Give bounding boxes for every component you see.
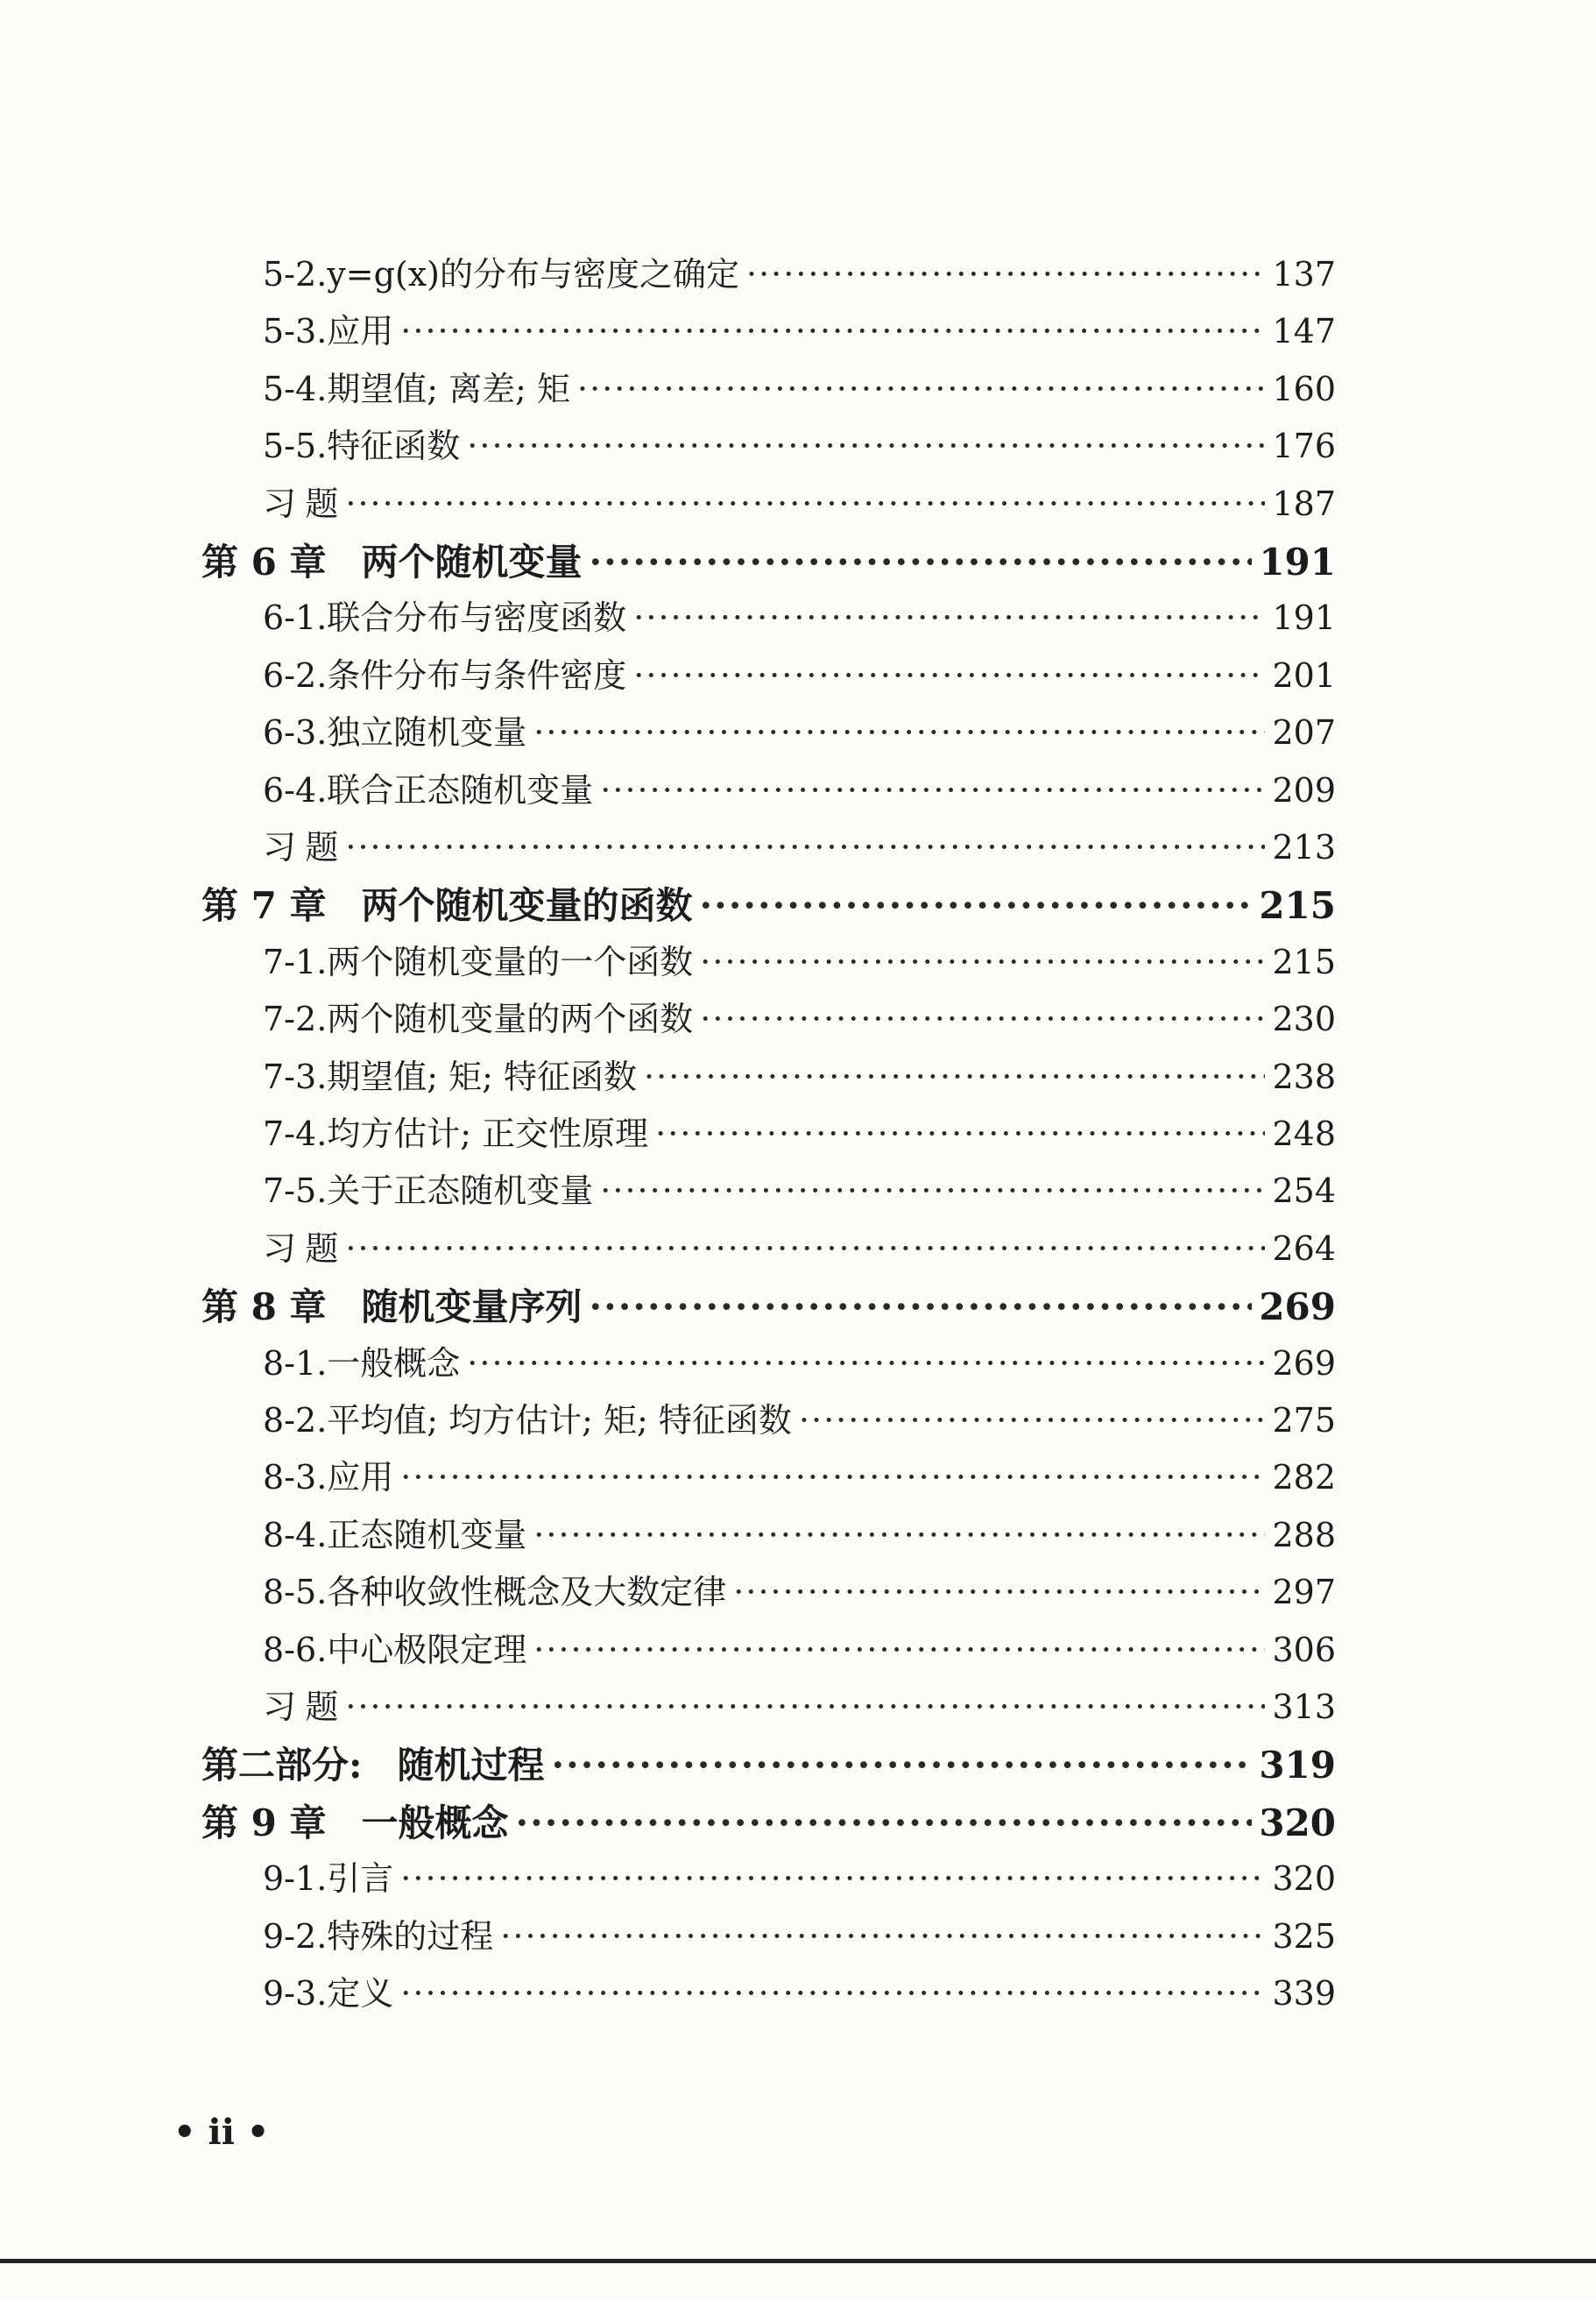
toc-page-number: 215 [1259, 884, 1336, 928]
toc-page-number: 147 [1272, 312, 1336, 351]
toc-title: 正态随机变量 [327, 1515, 527, 1554]
dot-leader [467, 1344, 1265, 1383]
dot-leader [400, 1859, 1265, 1898]
toc-page-number: 275 [1272, 1401, 1336, 1440]
toc-page-number: 306 [1272, 1630, 1336, 1669]
dot-leader [699, 884, 1252, 927]
toc-entry-row[interactable] [263, 1851, 1336, 1900]
toc-entry-row[interactable] [263, 763, 1336, 811]
toc-entry-row[interactable] [263, 1050, 1336, 1098]
dot-leader [400, 1458, 1265, 1497]
toc-number: 习 [263, 1228, 297, 1268]
toc-number: 8-4. [263, 1515, 328, 1554]
page-number: • ii • [173, 2112, 270, 2153]
toc-number: 6-3. [263, 713, 328, 753]
toc-number: 7-1. [263, 942, 328, 981]
toc-number: 第二部分: [201, 1744, 363, 1787]
toc-page-number: 320 [1272, 1859, 1336, 1899]
toc-title: 平均值; 均方估计; 矩; 特征函数 [327, 1401, 792, 1440]
toc-title: 题 [305, 484, 339, 523]
toc-title: 题 [305, 1228, 339, 1268]
toc-title: 均方估计; 正交性原理 [327, 1115, 649, 1153]
toc-entry-row[interactable] [263, 1623, 1336, 1671]
dot-leader [515, 1801, 1252, 1844]
dot-leader [467, 427, 1265, 465]
toc-number: 习 [263, 1688, 297, 1726]
toc-title: 中心极限定理 [327, 1630, 527, 1669]
toc-number: 第 8 章 [201, 1285, 327, 1329]
dot-leader [644, 1058, 1265, 1096]
toc-entry-row[interactable] [263, 247, 1336, 295]
dot-leader [700, 1000, 1265, 1038]
toc-number: 习 [263, 828, 297, 867]
toc-title: 两个随机变量 [361, 541, 583, 584]
dot-leader [533, 713, 1265, 752]
toc-entry-row[interactable] [263, 1565, 1336, 1613]
dot-leader [345, 1688, 1265, 1726]
toc-title: 两个随机变量的两个函数 [327, 1000, 694, 1039]
toc-page-number: 269 [1259, 1285, 1336, 1329]
dot-leader [600, 771, 1265, 810]
dot-leader [733, 1573, 1265, 1611]
toc-entry-row[interactable] [263, 419, 1336, 467]
toc-entry-row[interactable] [263, 1164, 1336, 1212]
toc-entry-row[interactable] [263, 648, 1336, 697]
toc-number: 8-3. [263, 1458, 328, 1497]
toc-entry-row[interactable] [263, 1680, 1336, 1728]
toc-number: 6-1. [263, 598, 328, 638]
toc-chapter-row[interactable] [201, 877, 1336, 930]
toc-page-number: 209 [1272, 770, 1336, 810]
toc-number: 9-3. [263, 1974, 328, 2013]
toc-number: 第 6 章 [201, 541, 327, 584]
dot-leader [500, 1917, 1265, 1956]
toc-page-number: 213 [1272, 828, 1336, 867]
toc-entry-row[interactable] [263, 1450, 1336, 1498]
toc-title: 条件分布与条件密度 [327, 655, 627, 695]
toc-page-number: 288 [1272, 1515, 1336, 1554]
dot-leader [345, 1229, 1265, 1268]
toc-title: 一般概念 [361, 1801, 509, 1844]
toc-chapter-row[interactable] [201, 534, 1336, 586]
dot-leader [746, 255, 1265, 294]
toc-page-number: 160 [1272, 369, 1336, 408]
toc-page-number: 201 [1272, 655, 1336, 695]
toc-page-number: 137 [1272, 255, 1336, 294]
toc-entry-row[interactable] [263, 1221, 1336, 1270]
toc-entry-row[interactable] [263, 477, 1336, 525]
toc-title: 题 [305, 1688, 339, 1726]
dot-leader [345, 485, 1265, 523]
toc-entry-row[interactable] [263, 820, 1336, 868]
toc-page-number: 264 [1272, 1228, 1336, 1268]
toc-title: 联合分布与密度函数 [327, 598, 627, 638]
toc-number: 9-2. [263, 1916, 328, 1956]
toc-title: 两个随机变量的一个函数 [327, 942, 694, 981]
toc-title: 应用 [327, 312, 394, 351]
toc-entry-row[interactable] [263, 1508, 1336, 1556]
toc-entry-row[interactable] [263, 705, 1336, 754]
toc-page-number: 238 [1272, 1057, 1336, 1096]
toc-entry-row[interactable] [263, 1966, 1336, 2014]
dot-leader [655, 1115, 1265, 1153]
dot-leader [533, 1631, 1265, 1669]
toc-entry-row[interactable] [263, 1107, 1336, 1155]
dot-leader [700, 943, 1265, 981]
toc-title: y=g(x)的分布与密度之确定 [327, 255, 739, 294]
toc-chapter-row[interactable] [201, 1278, 1336, 1331]
toc-title: 随机变量序列 [361, 1285, 583, 1329]
toc-title: 独立随机变量 [327, 713, 527, 753]
dot-leader [552, 1744, 1253, 1787]
dot-leader [533, 1516, 1265, 1554]
toc-page-number: 207 [1272, 713, 1336, 753]
toc-number: 6-4. [263, 770, 328, 810]
toc-entry-row[interactable] [263, 362, 1336, 410]
bottom-rule [0, 2259, 1596, 2263]
toc-entry-row[interactable] [263, 1909, 1336, 1957]
toc-page-number: 248 [1272, 1115, 1336, 1153]
toc-number: 7-2. [263, 1000, 328, 1039]
toc-title: 关于正态随机变量 [327, 1171, 594, 1211]
toc-number: 5-5. [263, 427, 328, 466]
toc-number: 8-2. [263, 1401, 328, 1440]
toc-number: 7-4. [263, 1115, 328, 1153]
toc-entry-row[interactable] [263, 304, 1336, 352]
dot-leader [589, 541, 1252, 584]
toc-chapter-row[interactable] [201, 1737, 1336, 1789]
dot-leader [400, 312, 1265, 350]
toc-page-number: 319 [1259, 1744, 1336, 1787]
toc-title: 应用 [327, 1458, 394, 1497]
toc-page-number: 187 [1272, 484, 1336, 523]
toc-page-number: 297 [1272, 1573, 1336, 1612]
toc-page-number: 320 [1259, 1801, 1336, 1844]
dot-leader [589, 1285, 1252, 1328]
toc-page-number: 339 [1272, 1974, 1336, 2013]
toc-page-number: 282 [1272, 1458, 1336, 1497]
toc-page-number: 191 [1259, 541, 1336, 584]
toc-page-number: 215 [1272, 942, 1336, 981]
toc-title: 特征函数 [327, 427, 461, 466]
toc-title: 各种收敛性概念及大数定律 [327, 1573, 727, 1612]
toc-chapter-row[interactable] [201, 1794, 1336, 1847]
toc-number: 8-5. [263, 1573, 328, 1612]
toc-title: 两个随机变量的函数 [361, 884, 693, 928]
toc-page-number: 230 [1272, 1000, 1336, 1039]
toc-number: 7-3. [263, 1057, 328, 1096]
toc-number: 习 [263, 484, 297, 523]
toc-title: 随机过程 [397, 1744, 545, 1787]
toc-title: 特殊的过程 [327, 1916, 494, 1956]
toc-number: 8-6. [263, 1630, 328, 1669]
toc-title: 引言 [327, 1859, 394, 1899]
toc-number: 第 7 章 [201, 884, 327, 928]
toc-page-number: 313 [1272, 1688, 1336, 1726]
toc-number: 7-5. [263, 1171, 328, 1211]
dot-leader [577, 370, 1265, 408]
toc-entry-row[interactable] [263, 1336, 1336, 1384]
toc-entry-row[interactable] [263, 935, 1336, 983]
toc-number: 5-2. [263, 255, 328, 294]
toc-number: 6-2. [263, 655, 328, 695]
toc-entry-row[interactable] [263, 591, 1336, 639]
toc-page-number: 254 [1272, 1171, 1336, 1211]
dot-leader [600, 1171, 1265, 1210]
dot-leader [633, 598, 1265, 637]
toc-page-number: 176 [1272, 427, 1336, 466]
toc-title: 联合正态随机变量 [327, 770, 594, 810]
toc-title: 题 [305, 828, 339, 867]
toc-entry-row[interactable] [263, 1393, 1336, 1441]
toc-title: 期望值; 矩; 特征函数 [327, 1057, 638, 1096]
dot-leader [799, 1401, 1266, 1440]
toc-title: 期望值; 离差; 矩 [327, 369, 571, 408]
dot-leader [345, 828, 1265, 867]
toc-title: 一般概念 [327, 1343, 461, 1383]
toc-page-number: 325 [1272, 1916, 1336, 1956]
toc-number: 5-4. [263, 369, 328, 408]
toc-page-number: 191 [1272, 598, 1336, 638]
toc-page-number: 269 [1272, 1343, 1336, 1383]
toc-number: 5-3. [263, 312, 328, 351]
toc-entry-row[interactable] [263, 992, 1336, 1040]
toc-title: 定义 [327, 1974, 394, 2013]
toc-number: 第 9 章 [201, 1801, 327, 1844]
toc-number: 9-1. [263, 1859, 328, 1899]
toc-number: 8-1. [263, 1343, 328, 1383]
dot-leader [400, 1974, 1265, 2013]
dot-leader [633, 656, 1265, 695]
